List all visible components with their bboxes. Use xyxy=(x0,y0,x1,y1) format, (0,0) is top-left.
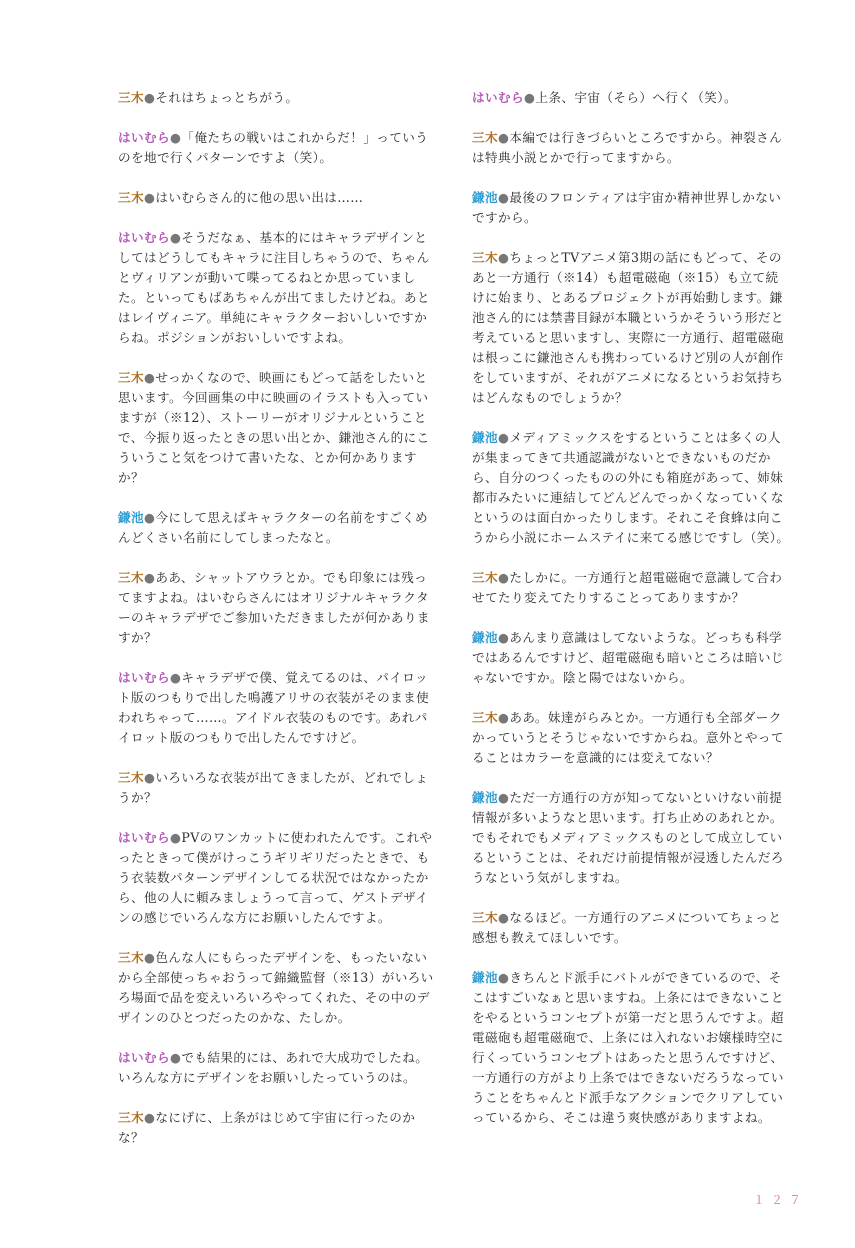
separator-dot: ● xyxy=(144,190,156,205)
speaker-name: はいむら xyxy=(118,1050,170,1065)
dialogue-entry xyxy=(118,668,434,748)
speaker-name: 三木 xyxy=(472,570,498,585)
dialogue-text: きちんとド派手にバトルができているので、そこはすごいなぁと思いますね。上条にはできないことをやるというコンセプトが第一だと思うんですよ。超電磁砲も超電磁砲で、上条には入れないお嬢様時空に行くっていうコンセプトはあったと思うんですけど、一方通行の方がより上条ではできないだろうなっていうことをちゃんとド派手なアクションでクリアしていっているから、そこは違う爽快感がありますよね。 xyxy=(472,970,784,1125)
speaker-name: 三木 xyxy=(472,250,498,265)
dialogue-text: メディアミックスをするということは多くの人が集まってきて共通認識がないとできないものだから、自分のつくったものの外にも箱庭があって、姉妹都市みたいに連結してどんどんでっかくなっていくなというのは面白かったりします。それこそ食蜂は向こうから小説にホームステイに来てる感じですし（笑）。 xyxy=(472,430,790,545)
dialogue-text: 最後のフロンティアは宇宙か精神世界しかないですから。 xyxy=(472,190,782,225)
dialogue-entry xyxy=(118,188,434,208)
speaker-name: 三木 xyxy=(118,770,144,785)
dialogue-text: 「俺たちの戦いはこれからだ！」っていうのを地で行くパターンですよ（笑）。 xyxy=(118,130,429,165)
dialogue-text: ただ一方通行の方が知ってないといけない前提情報が多いようなと思います。打ち止めのあれとか。でもそれでもメディアミックスものとして成立しているということは、それだけ前提情報が浸透したんだろうなという気がしますね。 xyxy=(472,790,784,885)
separator-dot: ● xyxy=(498,190,510,205)
speaker-name: 鎌池 xyxy=(472,190,498,205)
dialogue-text: なるほど。一方通行のアニメについてちょっと感想も教えてほしいです。 xyxy=(472,910,782,945)
separator-dot: ● xyxy=(169,830,182,845)
dialogue-entry xyxy=(118,128,434,168)
page-number: １２７ xyxy=(752,1193,807,1207)
dialogue-entry xyxy=(118,228,434,348)
dialogue-entry xyxy=(472,248,790,408)
separator-dot: ● xyxy=(144,90,156,105)
separator-dot: ● xyxy=(498,130,510,145)
dialogue-text: いろいろな衣装が出てきましたが、どれでしょうか？ xyxy=(118,770,429,805)
separator-dot: ● xyxy=(523,90,536,105)
separator-dot: ● xyxy=(498,430,510,445)
dialogue-entry xyxy=(472,788,790,888)
dialogue-entry xyxy=(118,368,434,488)
speaker-name: 鎌池 xyxy=(472,430,498,445)
dialogue-text: PVのワンカットに使われたんです。これやったときって僕がけっこうギリギリだったときで、もう衣装数パターンデザインしてる状況ではなかったから、他の人に頼みましょうって言って、ゲストデザインの感じでいろんな方にお願いしたんですよ。 xyxy=(118,830,433,925)
dialogue-text: 色んな人にもらったデザインを、もったいないから全部使っちゃおうって錦織監督（※13）がいろいろ場面で品を変えいろいろやってくれた、その中のデザインのひとつだったのかな、たしか。 xyxy=(118,950,434,1025)
speaker-name: 三木 xyxy=(118,90,144,105)
dialogue-entry xyxy=(118,1048,434,1088)
separator-dot: ● xyxy=(498,970,510,985)
dialogue-text: キャラデザで僕、覚えてるのは、パイロット版のつもりで出した鳴護アリサの衣装がそのまま使われちゃって……。アイドル衣装のものです。あれパイロット版のつもりで出したんですけど。 xyxy=(118,670,430,745)
separator-dot: ● xyxy=(144,770,156,785)
dialogue-entry xyxy=(472,188,790,228)
dialogue-entry xyxy=(118,88,434,108)
right-column xyxy=(472,88,790,1148)
dialogue-text: でも結果的には、あれで大成功でしたね。いろんな方にデザインをお願いしたっていうのは。 xyxy=(118,1050,429,1085)
dialogue-text: ああ。妹達がらみとか。一方通行も全部ダークかっていうとそうじゃないですからね。意外とやってることはカラーを意識的には変えてない？ xyxy=(472,710,784,765)
dialogue-entry xyxy=(472,128,790,168)
dialogue-text: せっかくなので、映画にもどって話をしたいと思います。今回画集の中に映画のイラストも入っていますが（※12）、ストーリーがオリジナルということで、今振り返ったときの思い出とか、鎌池さん的にこういうこと気をつけて書いたな、とか何かありますか？ xyxy=(118,370,430,485)
dialogue-entry xyxy=(118,508,434,548)
separator-dot: ● xyxy=(498,250,510,265)
separator-dot: ● xyxy=(169,130,182,145)
separator-dot: ● xyxy=(144,1110,156,1125)
dialogue-entry xyxy=(472,908,790,948)
dialogue-text: そうだなぁ、基本的にはキャラデザインとしてはどうしてもキャラに注目しちゃうので、ちゃんとヴィリアンが動いて喋ってるねとか思っていました。といってもばあちゃんが出てましたけどね。あとはレイヴィニア。単純にキャラクターおいしいですからね。ポジションがおいしいですよね。 xyxy=(118,230,430,345)
dialogue-entry xyxy=(472,568,790,608)
speaker-name: 鎌池 xyxy=(472,630,498,645)
dialogue-text: ああ、シャットアウラとか。でも印象には残ってますよね。はいむらさんにはオリジナルキャラクターのキャラデザでご参加いただきましたが何かありますか？ xyxy=(118,570,430,645)
dialogue-text: たしかに。一方通行と超電磁砲で意識して合わせてたり変えてたりすることってありますか？ xyxy=(472,570,783,605)
dialogue-entry xyxy=(118,1108,434,1148)
speaker-name: はいむら xyxy=(472,90,524,105)
dialogue-text: ちょっとTVアニメ第3期の話にもどって、そのあと一方通行（※14）も超電磁砲（※15）も立て続けに始まり、とあるプロジェクトが再始動します。鎌池さん的には禁書目録が本職というかそういう形だと考えていると思いますし、実際に一方通行、超電磁砲は根っこに鎌池さんも携わっているけど別の人が創作をしていますが、それがアニメになるというお気持ちはどんなものでしょうか？ xyxy=(472,250,784,405)
speaker-name: 鎌池 xyxy=(472,970,498,985)
dialogue-entry xyxy=(472,428,790,548)
dialogue-entry xyxy=(118,768,434,808)
separator-dot: ● xyxy=(144,950,156,965)
speaker-name: 三木 xyxy=(118,570,144,585)
left-column xyxy=(118,88,434,1168)
separator-dot: ● xyxy=(144,510,156,525)
speaker-name: 三木 xyxy=(118,190,144,205)
dialogue-text: あんまり意識はしてないような。どっちも科学ではあるんですけど、超電磁砲も暗いところは暗いじゃないですか。陰と陽ではないから。 xyxy=(472,630,784,685)
speaker-name: 三木 xyxy=(118,370,144,385)
dialogue-text: なにげに、上条がはじめて宇宙に行ったのかな？ xyxy=(118,1110,416,1145)
dialogue-text: 上条、宇宙（そら）へ行く（笑）。 xyxy=(535,90,737,105)
separator-dot: ● xyxy=(498,710,510,725)
dialogue-text: 今にして思えばキャラクターの名前をすごくめんどくさい名前にしてしまったなと。 xyxy=(118,510,429,545)
dialogue-text: それはちょっとちがう。 xyxy=(155,90,299,105)
speaker-name: 鎌池 xyxy=(118,510,144,525)
speaker-name: 三木 xyxy=(472,710,498,725)
speaker-name: 三木 xyxy=(472,910,498,925)
separator-dot: ● xyxy=(498,630,510,645)
separator-dot: ● xyxy=(144,570,156,585)
separator-dot: ● xyxy=(144,370,156,385)
speaker-name: 三木 xyxy=(118,950,144,965)
speaker-name: 三木 xyxy=(472,130,498,145)
separator-dot: ● xyxy=(169,670,182,685)
dialogue-entry xyxy=(118,828,434,928)
speaker-name: はいむら xyxy=(118,830,170,845)
separator-dot: ● xyxy=(169,230,182,245)
dialogue-entry xyxy=(472,968,790,1128)
speaker-name: 三木 xyxy=(118,1110,144,1125)
separator-dot: ● xyxy=(498,570,510,585)
separator-dot: ● xyxy=(498,910,510,925)
dialogue-entry xyxy=(472,628,790,688)
speaker-name: はいむら xyxy=(118,130,170,145)
dialogue-entry xyxy=(118,568,434,648)
dialogue-entry xyxy=(472,708,790,768)
separator-dot: ● xyxy=(498,790,510,805)
speaker-name: はいむら xyxy=(118,230,170,245)
dialogue-text: 本編では行きづらいところですから。神裂さんは特典小説とかで行ってますから。 xyxy=(472,130,783,165)
dialogue-text: はいむらさん的に他の思い出は…… xyxy=(155,190,364,205)
dialogue-entry xyxy=(472,88,790,108)
speaker-name: 鎌池 xyxy=(472,790,498,805)
dialogue-entry xyxy=(118,948,434,1028)
speaker-name: はいむら xyxy=(118,670,170,685)
separator-dot: ● xyxy=(169,1050,182,1065)
